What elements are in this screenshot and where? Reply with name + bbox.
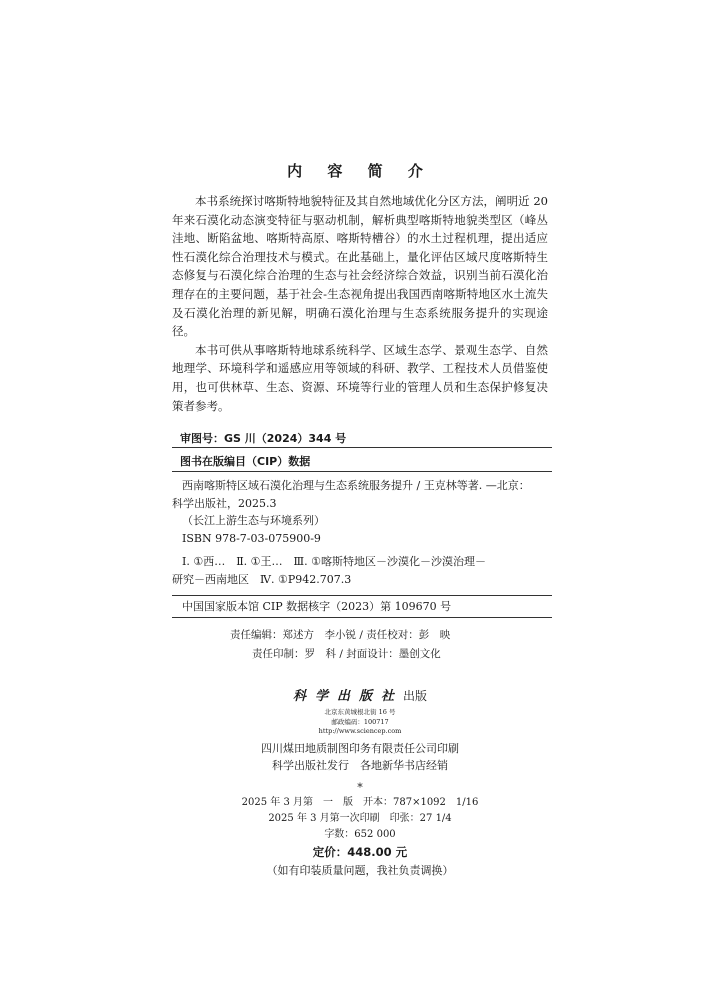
publisher-logo: 科学出版社 [292, 689, 403, 704]
printer: 四川煤田地质制图印务有限责任公司印刷 [261, 741, 459, 755]
price: 定价：448.00 元 [312, 844, 408, 859]
cip-isbn: ISBN 978-7-03-075900-9 [182, 531, 321, 545]
divider-classification [172, 595, 552, 596]
summary-paragraph-1: 本书系统探讨喀斯特地貌特征及其自然地域优化分区方法，阐明近 20 年来石漠化动态演变特征与驱动机制，解析典型喀斯特地貌类型区（峰丛洼地、断陷盆地、喀斯特高原、喀斯特槽谷）的水土过程机理，提出适应性石漠化综合治理技术与模式。在此基础上，量化评估区域尺度喀斯特生态修复与石漠化综合治理的生态与社会经济综合效益，识别当前石漠化治理存在的主要问题，基于社会-生态视角提出我国西南喀斯特地区水土流失及石漠化治理的新见解，明确石漠化治理与生态系统服务提升的实现途径。 [172, 194, 548, 339]
cip-title-line: 西南喀斯特区域石漠化治理与生态系统服务提升 / 王克林等著. —北京： [182, 479, 530, 492]
cip-header: 图书在版编目（CIP）数据 [180, 455, 311, 468]
editor-line-1: 责任编辑：郑述方 李小锐 / 责任校对：彭 映 [230, 629, 451, 641]
page-title: 内 容 简 介 [287, 162, 433, 180]
distribution: 科学出版社发行 各地新华书店经销 [272, 759, 448, 772]
divider-bottom [172, 617, 552, 618]
publisher-address: 北京东黄城根北街 16 号 [324, 708, 396, 716]
divider-cip [172, 471, 552, 472]
cip-publisher-line: 科学出版社，2025.3 [172, 496, 277, 510]
publisher-line [0, 686, 720, 706]
divider-top [172, 447, 552, 448]
map-review-number: 审图号：GS 川（2024）344 号 [180, 432, 347, 445]
cip-classification-1: Ⅰ. ①西… Ⅱ. ①王… Ⅲ. ①喀斯特地区－沙漠化－沙漠治理－ [182, 555, 486, 568]
printing-info: 2025 年 3 月第一次印刷 印张：27 1/4 [268, 812, 452, 824]
publisher-website: http://www.sciencep.com [318, 727, 402, 735]
publisher-suffix: 出版 [403, 689, 428, 703]
separator-star: * [357, 780, 363, 794]
cip-core-number: 中国国家版本馆 CIP 数据核字（2023）第 109670 号 [182, 600, 452, 613]
word-count: 字数：652 000 [324, 828, 396, 840]
quality-note: （如有印装质量问题，我社负责调换） [266, 863, 454, 877]
cip-classification-2: 研究－西南地区 Ⅳ. ①P942.707.3 [172, 572, 352, 586]
publisher-postcode: 邮政编码：100717 [331, 717, 389, 726]
edition-info: 2025 年 3 月第 一 版 开本：787×1092 1/16 [241, 796, 479, 808]
summary-paragraph-2: 本书可供从事喀斯特地球系统科学、区域生态学、景观生态学、自然地理学、环境科学和遥感应用等领域的科研、教学、工程技术人员借鉴使用，也可供林草、生态、资源、环境等行业的管理人员和生态保护修复决策者参考。 [172, 342, 548, 413]
cip-record [172, 477, 552, 588]
editor-line-2: 责任印制：罗 科 / 封面设计：墨创文化 [252, 648, 441, 660]
publisher-block [0, 686, 720, 879]
content-summary [172, 192, 548, 415]
editor-credits [230, 626, 530, 664]
cip-series: （长江上游生态与环境系列） [182, 514, 325, 527]
